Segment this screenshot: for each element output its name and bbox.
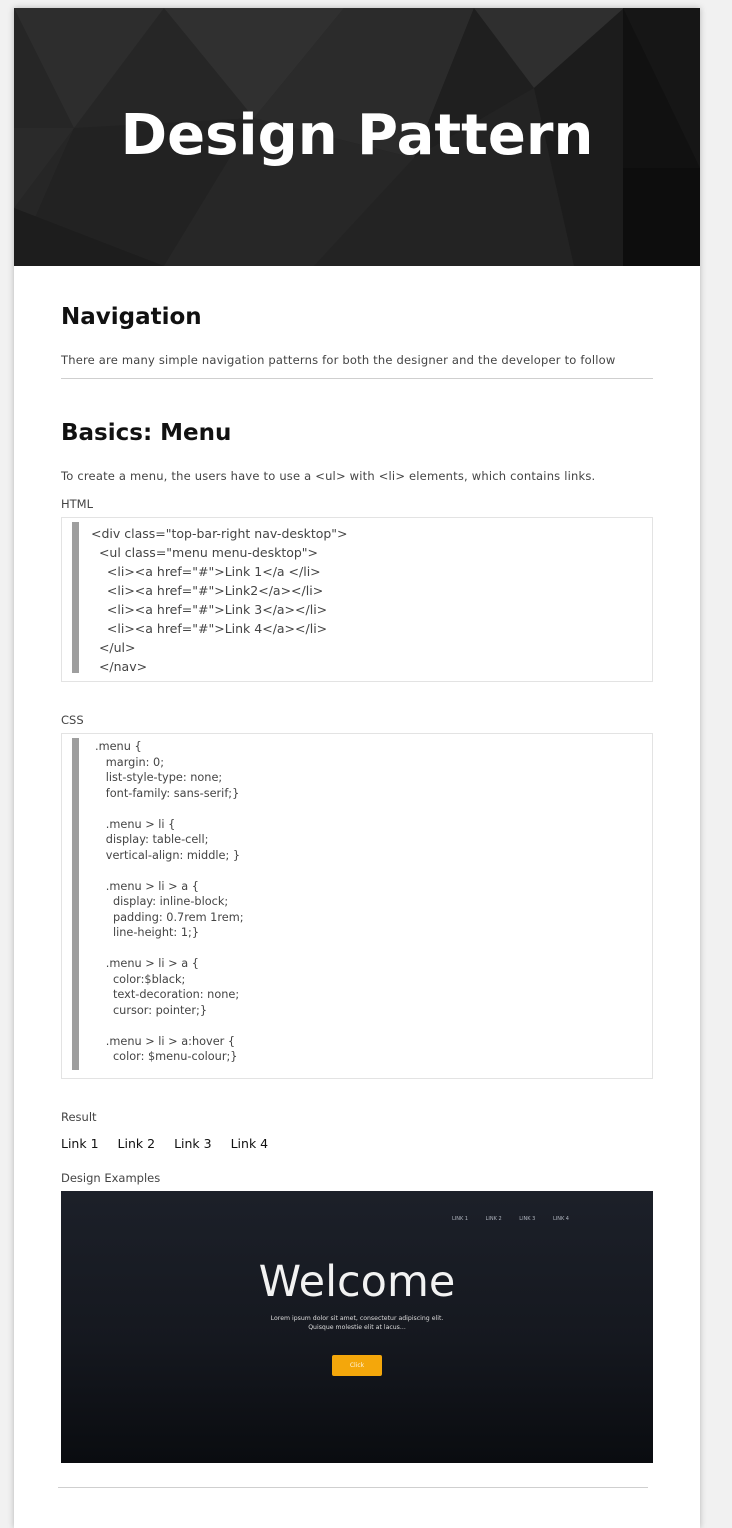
section-divider [61, 378, 653, 379]
code-line: padding: 0.7rem 1rem; [95, 910, 244, 924]
result-link-3[interactable]: Link 3 [174, 1136, 212, 1151]
code-line: .menu > li > a { [95, 957, 199, 970]
code-line: .menu { [95, 740, 142, 753]
demo-click-button: Click [332, 1355, 382, 1376]
navigation-description: There are many simple navigation patterns for both the designer and the developer to follow [61, 353, 616, 367]
code-line: color:$black; [95, 972, 186, 986]
code-line: </ul> [91, 640, 136, 655]
hero-title: Design Pattern [120, 103, 594, 168]
code-line: .menu > li { [95, 817, 176, 831]
hero-banner [14, 8, 700, 266]
code-line: <li><a href="#">Link 1</a </li> [91, 564, 321, 579]
code-line: text-decoration: none; [95, 988, 240, 1001]
css-code-block [61, 733, 653, 1079]
code-block-bar [72, 522, 79, 673]
result-link-4[interactable]: Link 4 [230, 1136, 269, 1151]
code-line: <div class="top-bar-right nav-desktop"> [91, 526, 348, 541]
code-line: list-style-type: none; [95, 771, 223, 784]
basics-description: To create a menu, the users have to use a <ul> with <li> elements, which contains links. [61, 469, 596, 483]
code-line: vertical-align: middle; } [95, 848, 241, 862]
demo-welcome-title: Welcome [258, 1257, 456, 1307]
code-line: cursor: pointer;} [95, 1003, 208, 1017]
demo-nav-link: LINK 3 [519, 1216, 536, 1222]
demo-nav [436, 1216, 569, 1222]
code-line: color: $menu-colour;} [95, 1050, 238, 1063]
navigation-heading: Navigation [61, 304, 202, 330]
code-line: display: inline-block; [95, 895, 229, 908]
code-line: display: table-cell; [95, 833, 209, 846]
code-line: .menu > li > a { [95, 879, 199, 893]
result-label: Result [61, 1110, 97, 1124]
code-line: </nav> [91, 659, 148, 674]
demo-nav-link: LINK 2 [485, 1216, 502, 1222]
demo-subtitle [61, 1314, 653, 1332]
html-label: HTML [61, 497, 94, 511]
code-line: <li><a href="#">Link 3</a></li> [91, 602, 328, 617]
demo-subtitle-line: Quisque molestie elit at lacus... [308, 1324, 406, 1331]
bottom-divider [58, 1487, 648, 1488]
demo-nav-link: LINK 1 [451, 1216, 469, 1222]
design-example-image [61, 1191, 653, 1463]
code-line: <li><a href="#">Link2</a></li> [91, 583, 324, 598]
code-line: font-family: sans-serif;} [95, 786, 240, 800]
code-line: <li><a href="#">Link 4</a></li> [91, 621, 328, 636]
result-link-2[interactable]: Link 2 [117, 1136, 156, 1151]
basics-heading: Basics: Menu [61, 420, 232, 446]
result-menu [61, 1136, 287, 1151]
code-line: margin: 0; [95, 755, 165, 769]
html-code-block [61, 517, 653, 682]
css-label: CSS [61, 713, 84, 727]
code-line: <ul class="menu menu-desktop"> [91, 545, 319, 560]
page-card [14, 8, 700, 1528]
code-line: .menu > li > a:hover { [95, 1034, 236, 1048]
demo-nav-link: LINK 4 [552, 1216, 569, 1222]
code-block-bar [72, 738, 79, 1070]
demo-subtitle-line: Lorem ipsum dolor sit amet, consectetur adipiscing elit. [270, 1315, 444, 1322]
design-examples-label: Design Examples [61, 1171, 161, 1185]
code-line: line-height: 1;} [95, 926, 200, 939]
result-link-1[interactable]: Link 1 [61, 1136, 99, 1151]
